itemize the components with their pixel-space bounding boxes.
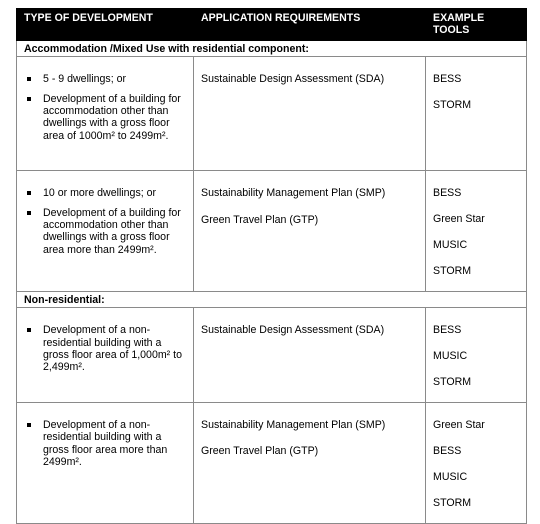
requirements-cell bbox=[194, 402, 426, 523]
requirement-text: Green Travel Plan (GTP) bbox=[201, 445, 319, 458]
development-text: 10 or more dwellings; or bbox=[43, 187, 157, 200]
requirement-text: Sustainability Management Plan (SMP) bbox=[201, 418, 386, 431]
requirement-text: Sustainable Design Assessment (SDA) bbox=[201, 73, 385, 86]
header-application-requirements: APPLICATION REQUIREMENTS bbox=[194, 9, 426, 41]
bullet-icon bbox=[27, 191, 31, 195]
tool-name: STORM bbox=[433, 99, 472, 112]
table-row bbox=[17, 57, 527, 171]
tool-name: STORM bbox=[433, 264, 472, 277]
tool-name: MUSIC bbox=[433, 239, 468, 252]
development-cell bbox=[17, 57, 194, 171]
bullet-icon bbox=[27, 97, 31, 101]
table-row bbox=[17, 402, 527, 523]
tool-name: BESS bbox=[433, 324, 462, 337]
tool-name: BESS bbox=[433, 444, 462, 457]
list-item bbox=[24, 187, 186, 199]
bullet-icon bbox=[27, 328, 31, 332]
development-text: Development of a building for accommodation other than dwellings with a gross floor area of 1000m² to 2499m². bbox=[43, 92, 181, 142]
bullet-icon bbox=[27, 423, 31, 427]
section-row-non-residential bbox=[17, 291, 527, 307]
tools-cell bbox=[426, 57, 527, 171]
table-row bbox=[17, 308, 527, 403]
development-text: Development of a non-residential building with a gross floor area of 1,000m² to 2,499m². bbox=[43, 324, 182, 374]
requirements-cell bbox=[194, 308, 426, 403]
requirements-table bbox=[16, 8, 527, 524]
requirement-text: Sustainability Management Plan (SMP) bbox=[201, 187, 386, 200]
table-row bbox=[17, 171, 527, 292]
tool-name: MUSIC bbox=[433, 350, 468, 363]
tool-name: STORM bbox=[433, 376, 472, 389]
list-item bbox=[24, 324, 186, 374]
tool-name: STORM bbox=[433, 496, 472, 509]
tool-name: MUSIC bbox=[433, 470, 468, 483]
header-row bbox=[17, 9, 527, 41]
development-cell bbox=[17, 402, 194, 523]
header-example-tools: EXAMPLE TOOLS bbox=[426, 9, 527, 41]
tools-cell bbox=[426, 402, 527, 523]
development-text: Development of a non-residential building with a gross floor area more than 2499m². bbox=[43, 418, 168, 469]
requirements-cell bbox=[194, 171, 426, 292]
tool-name: BESS bbox=[433, 187, 462, 200]
tool-name: BESS bbox=[433, 73, 462, 86]
tool-name: Green Star bbox=[433, 213, 485, 226]
requirement-text: Sustainable Design Assessment (SDA) bbox=[201, 324, 385, 337]
development-cell bbox=[17, 308, 194, 403]
requirement-text: Green Travel Plan (GTP) bbox=[201, 213, 319, 226]
list-item bbox=[24, 207, 186, 257]
development-cell bbox=[17, 171, 194, 292]
list-item bbox=[24, 419, 186, 469]
section-title: Accommodation /Mixed Use with residential component: bbox=[17, 40, 527, 56]
section-title: Non-residential: bbox=[17, 291, 527, 307]
bullet-icon bbox=[27, 77, 31, 81]
tools-cell bbox=[426, 308, 527, 403]
requirements-cell bbox=[194, 57, 426, 171]
header-type-of-development: TYPE OF DEVELOPMENT bbox=[17, 9, 194, 41]
development-text: Development of a building for accommodation other than dwellings with a gross floor area more than 2499m². bbox=[43, 206, 181, 256]
tool-name: Green Star bbox=[433, 418, 485, 431]
development-text: 5 - 9 dwellings; or bbox=[43, 73, 127, 86]
tools-cell bbox=[426, 171, 527, 292]
section-row-residential bbox=[17, 40, 527, 56]
list-item bbox=[24, 93, 186, 143]
bullet-icon bbox=[27, 211, 31, 215]
list-item bbox=[24, 73, 186, 85]
